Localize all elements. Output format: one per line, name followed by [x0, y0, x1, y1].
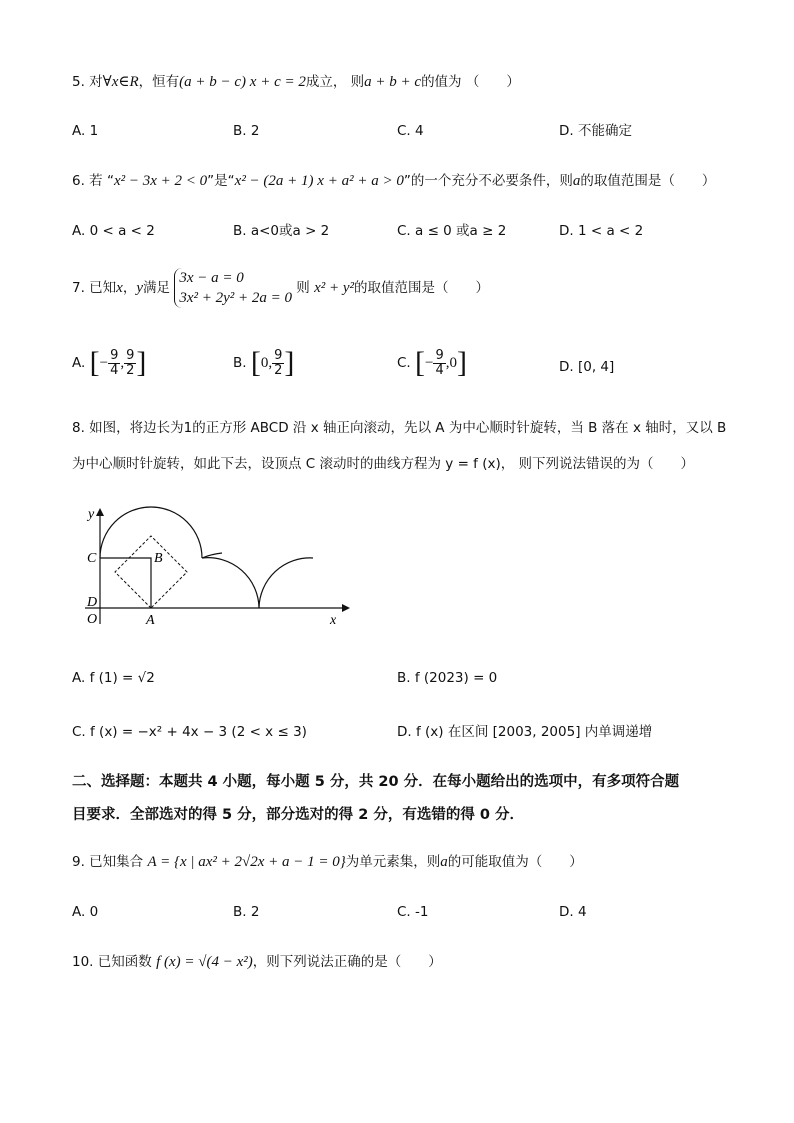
q7-option-c[interactable]: C. [− $\frac{9}{4}$ ,0]: [397, 346, 468, 379]
q6-math: a: [572, 173, 581, 189]
q5-text: ，恒有: [138, 74, 180, 90]
q7-math: y: [136, 280, 144, 296]
q7-option-b-label: B.: [233, 355, 247, 371]
q7-equation-system: [174, 268, 292, 308]
q5-text: 5. 对: [72, 74, 103, 90]
q9-option-a[interactable]: A. 0: [72, 904, 99, 920]
q6-text: 6. 若 “: [72, 173, 114, 189]
q6-option-b[interactable]: B. a<0或a > 2: [233, 223, 330, 239]
q10-text: ，则下列说法正确的是（ ）: [252, 954, 442, 970]
q7-option-d[interactable]: D. [0, 4]: [559, 359, 615, 375]
q6-text: ”是“: [207, 173, 235, 189]
q7-option-c-label: C.: [397, 355, 411, 371]
q6-option-a[interactable]: A. 0 < a < 2: [72, 223, 155, 239]
section2-heading-line1: 二、选择题：本题共 4 小题，每小题 5 分，共 20 分．在每小题给出的选项中，有多项符合题: [72, 774, 680, 790]
q8-rolling-square-figure: [70, 500, 360, 630]
q7-text: 7. 已知: [72, 280, 117, 296]
q9-option-b[interactable]: B. 2: [233, 904, 260, 920]
q5-stem: [72, 72, 520, 92]
q9-option-d[interactable]: D. 4: [559, 904, 587, 920]
q9-text: 的可能取值为（ ）: [447, 854, 583, 870]
q7-option-a[interactable]: A. [− $\frac{9}{4}$ , $\frac{9}{2}$ ]: [72, 346, 147, 379]
q7-option-a-frac2: $\frac{9}{2}$: [126, 347, 135, 378]
q7-equation-2: 3x² + 2y² + 2a = 0: [179, 290, 292, 306]
q5-math: a + b + c: [364, 74, 422, 90]
q5-option-a[interactable]: A. 1: [72, 123, 99, 139]
q7-text: 满足: [143, 280, 171, 296]
section2-heading-line2: 目要求．全部选对的得 5 分，部分选对的得 2 分，有选错的得 0 分．: [72, 807, 525, 823]
q10-text: 10. 已知函数: [72, 954, 152, 970]
q8-stem-line2: 为中心顺时针旋转，如此下去，设顶点 C 滚动时的曲线方程为 y = f (x)， 则下列说法错误的为（ ）: [72, 456, 695, 472]
q7-text: 的取值范围是（ ）: [354, 280, 490, 296]
q8-option-c[interactable]: C. f (x) = −x² + 4x − 3 (2 < x ≤ 3): [72, 724, 307, 740]
q10-stem: [72, 952, 442, 972]
q6-option-d[interactable]: D. 1 < a < 2: [559, 223, 644, 239]
q8-option-a[interactable]: A. f (1) = √2: [72, 670, 155, 686]
c-curve-arc-1: [100, 507, 202, 558]
c-curve-arc-4: [259, 558, 313, 608]
q9-text: 9. 已知集合: [72, 854, 144, 870]
q7-equation-1: 3x − a = 0: [179, 270, 244, 286]
q5-option-d[interactable]: D. 不能确定: [559, 123, 632, 139]
label-d: D: [87, 595, 98, 610]
label-a: A: [146, 613, 155, 628]
q9-stem: [72, 852, 583, 872]
label-x: x: [330, 613, 337, 628]
q5-option-c[interactable]: C. 4: [397, 123, 424, 139]
q8-option-b[interactable]: B. f (2023) = 0: [397, 670, 498, 686]
q7-math: x² + y²: [314, 280, 355, 296]
label-o: O: [87, 612, 98, 627]
q5-math: ∀x∈R: [102, 74, 139, 90]
q5-math: (a + b − c) x + c = 2: [179, 74, 306, 90]
label-b: B: [154, 551, 163, 566]
q7-option-c-frac: $\frac{9}{4}$: [435, 347, 444, 378]
label-c: C: [87, 551, 97, 566]
label-y: y: [88, 507, 95, 522]
q9-math: A = {x | ax² + 2√2x + a − 1 = 0}: [147, 854, 346, 870]
q7-option-a-label: A.: [72, 355, 86, 371]
q9-option-c[interactable]: C. -1: [397, 904, 429, 920]
q6-text: 的取值范围是（ ）: [580, 173, 716, 189]
q6-math: x² − 3x + 2 < 0: [113, 173, 208, 189]
q8-option-d[interactable]: D. f (x) 在区间 [2003, 2005] 内单调递增: [397, 724, 653, 740]
q7-stem: [72, 268, 489, 308]
q8-stem-line1: 8. 如图，将边长为1的正方形 ABCD 沿 x 轴正向滚动，先以 A 为中心顺时针旋转，当 B 落在 x 轴时，又以 B: [72, 420, 727, 436]
q9-math: a: [440, 854, 448, 870]
q6-text: ”的一个充分不必要条件，则: [403, 173, 573, 189]
q10-math: f (x) = √(4 − x²): [156, 954, 253, 970]
q6-option-c[interactable]: C. a ≤ 0 或a ≥ 2: [397, 223, 507, 239]
q7-option-a-frac1: $\frac{9}{4}$: [110, 347, 119, 378]
q7-text: 则: [296, 280, 310, 296]
q7-option-b-frac: $\frac{9}{2}$: [274, 347, 283, 378]
q5-text: 成立， 则: [305, 74, 365, 90]
y-axis-arrow: [96, 508, 104, 516]
q7-option-b[interactable]: B. [0, $\frac{9}{2}$ ]: [233, 346, 295, 379]
q6-math: x² − (2a + 1) x + a² + a > 0: [234, 173, 404, 189]
q7-text: ，: [122, 280, 137, 296]
c-curve-arc-3: [202, 558, 259, 608]
q7-math: x: [116, 280, 123, 296]
q5-option-b[interactable]: B. 2: [233, 123, 260, 139]
x-axis-arrow: [342, 604, 350, 612]
q5-text: 的值为 （ ）: [421, 74, 520, 90]
q9-text: 为单元素集，则: [345, 854, 441, 870]
q6-stem: [72, 171, 715, 191]
